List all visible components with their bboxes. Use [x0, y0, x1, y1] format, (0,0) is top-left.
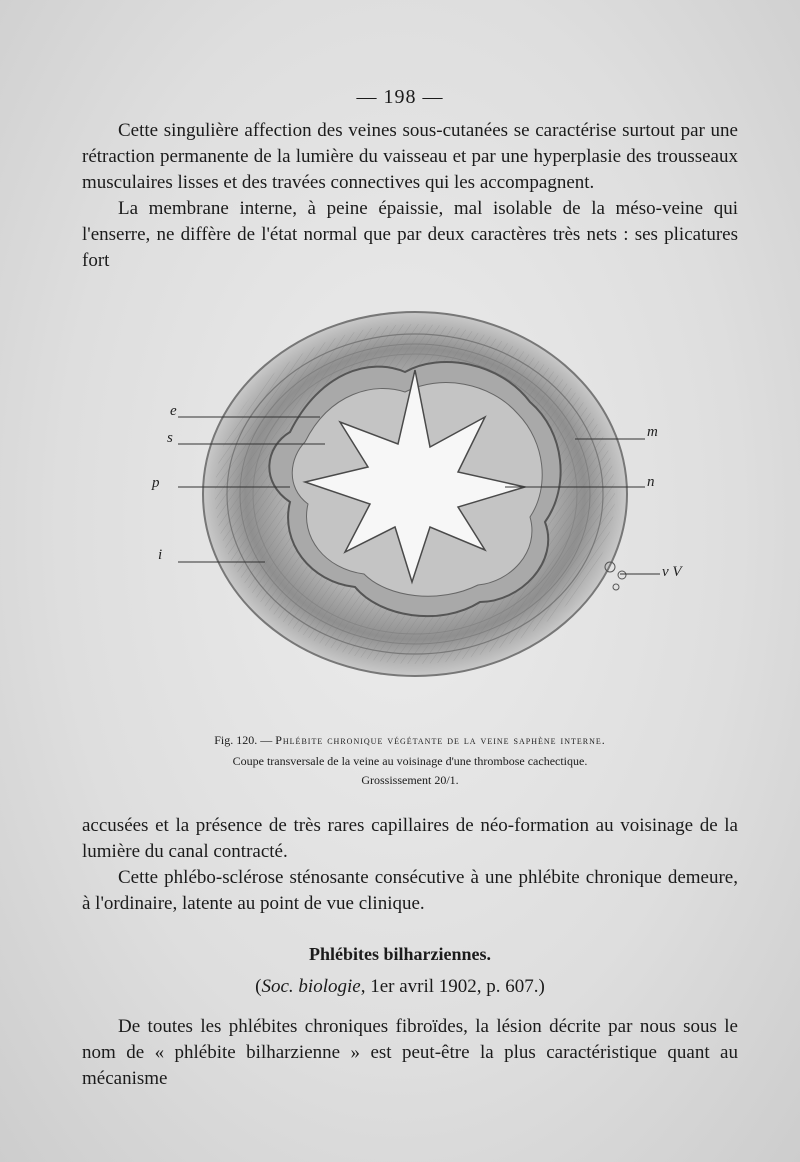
figure-number: Fig. 120. —	[214, 733, 273, 747]
paragraph-1: Cette singulière affection des veines sous-cutanées se caractérise surtout par une rétraction permanente de la lumière du vaisseau et par une hyperplasie des trousseaux musculaires lisses et des travées connectives qui les accompagnent.	[82, 120, 738, 193]
figure-caption-description: Coupe transversale de la veine au voisinage d'une thrombose cachectique.	[232, 754, 588, 768]
figure-label-e: e	[170, 403, 177, 419]
figure-label-n: n	[647, 474, 655, 490]
figure-label-vv: v V	[662, 564, 682, 580]
paragraph-5: De toutes les phlébites chroniques fibroïdes, la lésion décrite par nous sous le nom de « phlébite bilharzienne » est peut-être la plus caractéristique quant au mécanisme	[82, 1016, 738, 1089]
figure-label-p: p	[152, 475, 160, 491]
paragraph-4: Cette phlébo-sclérose sténosante consécutive à une phlébite chronique demeure, à l'ordinaire, latente au point de vue clinique.	[82, 867, 738, 914]
reference-date: , 1er avril 1902, p. 607.)	[360, 976, 545, 997]
figure-label-m: m	[647, 424, 658, 440]
vein-cross-section-illustration	[140, 282, 700, 712]
paragraph-3: accusées et la présence de très rares capillaires de néo-formation au voisinage de la lumière du canal contracté.	[82, 815, 738, 862]
reference-open: (	[255, 976, 262, 997]
reference-journal: Soc. biologie	[261, 976, 361, 997]
page-number: — 198 —	[356, 86, 444, 108]
figure-vein-section	[140, 282, 700, 712]
figure-title: Phlébite chronique végétante de la veine saphène interne.	[275, 733, 606, 747]
figure-caption-title	[150, 731, 670, 749]
figure-caption-magnification: Grossissement 20/1.	[361, 773, 459, 787]
section-reference	[0, 976, 800, 998]
section-title: Phlébites bilharziennes.	[308, 944, 491, 964]
figure-label-i: i	[158, 547, 163, 563]
paragraph-2: La membrane interne, à peine épaissie, mal isolable de la méso-veine qui l'enserre, ne diffère de l'état normal que par deux caractères très nets : ses plicatures fort	[82, 198, 738, 271]
figure-label-s: s	[167, 430, 173, 446]
